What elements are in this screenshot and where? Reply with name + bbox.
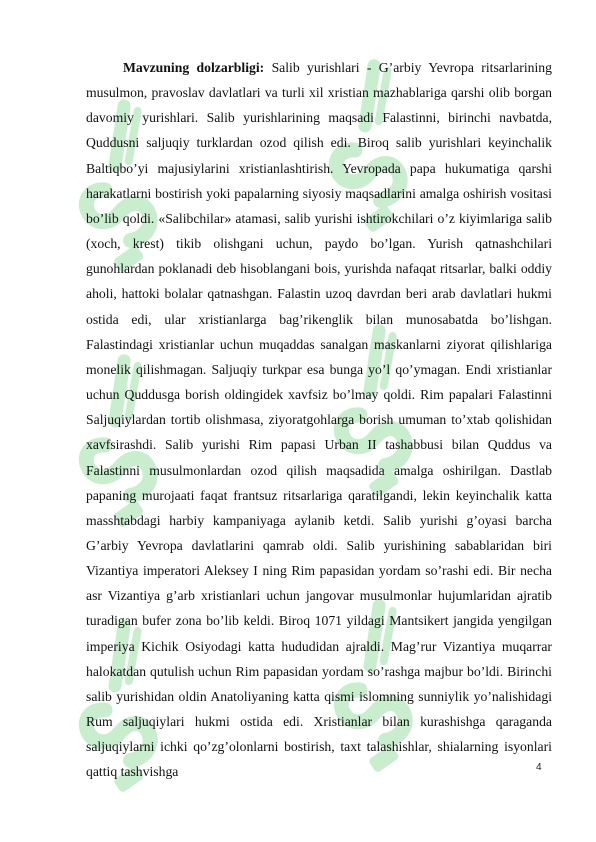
page-content xyxy=(86,55,552,785)
body-paragraph xyxy=(86,55,552,785)
paragraph-text: Salib yurishlari - G’arbiy Yevropa ritsarlarining musulmon, pravoslav davlatlari va turli xil xristian mazhablariga qarshi olib borgan davomiy yurishlari. Salib yurishlarining maqsadi Falastinni, birinchi navbatda, Quddusni saljuqiy turklardan ozod qilish edi. Biroq salib yurishlari keyinchalik Baltiqbo’yi majusiylarini xristianlashtirish. Yevropada papa hukumatiga qarshi harakatlarni bostirish yoki papalarning siyosiy maqsadlarini amalga oshirish vositasi bo’lib qoldi. «Salibchilar» atamasi, salib yurishi ishtirokchilari o’z kiyimlariga salib (xoch, krest) tikib olishgani uchun, paydo bo’lgan. Yurish qatnashchilari gunohlardan poklanadi deb hisoblangani bois, yurishda nafaqat ritsarlar, balki oddiy aholi, hattoki bolalar qatnashgan. Falastin uzoq davrdan beri arab davlatlari hukmi ostida edi, ular xristianlarga bag’rikenglik bilan munosabatda bo’lishgan. Falastindagi xristianlar uchun muqaddas sanalgan maskanlarni ziyorat qilishlariga monelik qilishmagan. Saljuqiy turkpar esa bunga yo’l qo’ymagan. Endi xristianlar uchun Quddusga borish oldingidek xavfsiz bo’lmay qoldi. Rim papalari Falastinni Saljuqiylardan tortib olishmasa, ziyoratgohlarga borish umuman to’xtab qolishidan xavfsirashdi. Salib yurishi Rim papasi Urban II tashabbusi bilan Quddus va Falastinni musulmonlardan ozod qilish maqsadida amalga oshirilgan. Dastlab papaning murojaati faqat frantsuz ritsarlariga qaratilgandi, lekin keyinchalik katta masshtabdagi harbiy kampaniyaga aylanib ketdi. Salib yurishi g’oyasi barcha G’arbiy Yevropa davlatlarini qamrab oldi. Salib yurishining sabablaridan biri Vizantiya imperatori Aleksey I ning Rim papasidan yordam so’rashi edi. Bir necha asr Vizantiya g’arb xristianlari uchun jangovar musulmonlar hujumlaridan ajratib turadigan bufer zona bo’lib keldi. Biroq 1071 yildagi Mantsikert jangida yengilgan imperiya Kichik Osiyodagi katta hududidan ajraldi. Mag’rur Vizantiya muqarrar halokatdan qutulish uchun Rim papasidan yordam so’rashga majbur bo’ldi. Birinchi salib yurishidan oldin Anatoliyaning katta qismi islomning sunniylik yo’nalishidagi Rum saljuqiylari hukmi ostida edi. Xristianlar bilan kurashishga qaraganda saljuqiylarni ichki qo’zg’olonlarni bostirish, taxt talashishlar, shialarning isyonlari qattiq tashvishga xyxy=(86,60,552,780)
section-lead: Mavzuning dolzarbligi: xyxy=(123,60,265,75)
page-number: 4 xyxy=(536,762,542,773)
